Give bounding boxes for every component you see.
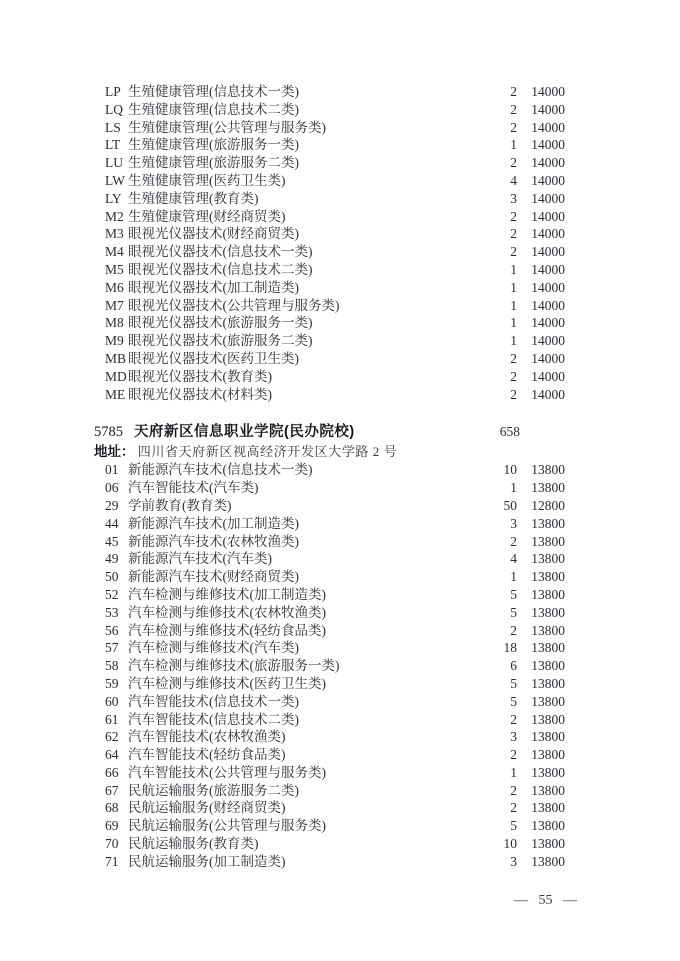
program-quantity: 1: [510, 137, 517, 153]
program-code: 53: [105, 604, 119, 620]
program-row: [0, 332, 680, 350]
program-name: 汽车智能技术(公共管理与服务类): [128, 764, 326, 780]
program-row: [0, 461, 680, 479]
program-row: [0, 297, 680, 315]
program-fee: 14000: [531, 84, 565, 99]
program-fee: 14000: [531, 208, 565, 224]
program-name: 生殖健康管理(公共管理与服务类): [128, 119, 326, 135]
program-code: 71: [105, 853, 119, 869]
program-code: 66: [105, 764, 119, 780]
program-code: 44: [105, 515, 119, 531]
program-row: [0, 799, 680, 817]
program-code: M2: [105, 208, 124, 224]
program-fee: 14000: [531, 119, 565, 135]
program-quantity: 4: [510, 551, 517, 567]
program-fee: 14000: [531, 333, 565, 349]
program-quantity: 4: [510, 172, 517, 188]
program-fee: 14000: [531, 386, 565, 402]
program-fee: 13800: [531, 853, 565, 869]
program-name: 眼视光仪器技术(旅游服务二类): [128, 333, 313, 349]
program-quantity: 2: [510, 119, 517, 135]
program-fee: 13800: [531, 764, 565, 780]
program-name: 汽车智能技术(汽车类): [128, 480, 259, 496]
program-row: [0, 225, 680, 243]
program-quantity: 2: [510, 533, 517, 549]
program-name: 汽车检测与维修技术(医药卫生类): [128, 675, 326, 691]
program-code: ME: [105, 386, 126, 402]
program-quantity: 1: [510, 279, 517, 295]
program-row: [0, 497, 680, 515]
program-fee: 14000: [531, 368, 565, 384]
program-code: 06: [105, 480, 119, 496]
program-code: M5: [105, 261, 124, 277]
program-row: [0, 835, 680, 853]
program-quantity: 10: [503, 836, 517, 852]
program-code: LY: [105, 190, 122, 206]
address-text: 四川省天府新区视高经济开发区大学路 2 号: [137, 444, 398, 460]
program-quantity: 1: [510, 261, 517, 277]
program-name: 生殖健康管理(旅游服务二类): [128, 155, 299, 171]
program-fee: 13800: [531, 586, 565, 602]
program-quantity: 2: [510, 622, 517, 638]
program-fee: 13800: [531, 693, 565, 709]
program-name: 眼视光仪器技术(材料类): [128, 386, 272, 402]
program-name: 眼视光仪器技术(教育类): [128, 368, 272, 384]
program-code: M4: [105, 244, 124, 260]
program-quantity: 2: [510, 711, 517, 727]
program-quantity: 18: [503, 640, 517, 656]
program-name: 汽车智能技术(信息技术一类): [128, 693, 299, 709]
program-row: [0, 515, 680, 533]
program-name: 汽车检测与维修技术(汽车类): [128, 640, 299, 656]
program-name: 学前教育(教育类): [128, 497, 232, 513]
program-row: [0, 817, 680, 835]
program-quantity: 2: [510, 226, 517, 242]
program-quantity: 5: [510, 604, 517, 620]
program-code: M9: [105, 333, 124, 349]
program-fee: 14000: [531, 350, 565, 366]
program-name: 眼视光仪器技术(旅游服务一类): [128, 315, 313, 331]
program-name: 汽车智能技术(农林牧渔类): [128, 729, 286, 745]
program-row: [0, 386, 680, 404]
program-fee: 13800: [531, 675, 565, 691]
program-code: 49: [105, 551, 119, 567]
program-row: [0, 782, 680, 800]
program-fee: 13800: [531, 711, 565, 727]
program-quantity: 5: [510, 586, 517, 602]
program-fee: 13800: [531, 782, 565, 798]
program-name: 新能源汽车技术(财经商贸类): [128, 569, 299, 585]
program-row: [0, 853, 680, 871]
program-row: [0, 368, 680, 386]
program-name: 眼视光仪器技术(公共管理与服务类): [128, 297, 340, 313]
program-fee: 14000: [531, 297, 565, 313]
program-code: M3: [105, 226, 124, 242]
program-row: [0, 586, 680, 604]
program-quantity: 5: [510, 693, 517, 709]
program-fee: 14000: [531, 315, 565, 331]
program-quantity: 2: [510, 747, 517, 763]
program-fee: 14000: [531, 190, 565, 206]
program-quantity: 2: [510, 155, 517, 171]
program-fee: 13800: [531, 533, 565, 549]
institution-name: 天府新区信息职业学院(民办院校): [134, 424, 355, 441]
program-name: 民航运输服务(旅游服务二类): [128, 782, 299, 798]
program-quantity: 3: [510, 729, 517, 745]
program-quantity: 2: [510, 386, 517, 402]
program-quantity: 3: [510, 515, 517, 531]
program-code: 67: [105, 782, 119, 798]
program-code: LS: [105, 119, 121, 135]
program-row: [0, 190, 680, 208]
program-name: 生殖健康管理(信息技术一类): [128, 84, 299, 99]
program-quantity: 1: [510, 569, 517, 585]
program-quantity: 2: [510, 350, 517, 366]
program-name: 民航运输服务(加工制造类): [128, 853, 286, 869]
program-quantity: 3: [510, 190, 517, 206]
institution-header: [0, 421, 680, 443]
program-quantity: 50: [503, 497, 517, 513]
program-fee: 14000: [531, 226, 565, 242]
program-name: 民航运输服务(财经商贸类): [128, 800, 286, 816]
program-row: [0, 604, 680, 622]
program-fee: 13800: [531, 622, 565, 638]
program-fee: 14000: [531, 101, 565, 117]
program-name: 眼视光仪器技术(财经商贸类): [128, 226, 299, 242]
program-name: 汽车智能技术(信息技术二类): [128, 711, 299, 727]
program-code: 68: [105, 800, 119, 816]
program-quantity: 6: [510, 658, 517, 674]
program-quantity: 5: [510, 818, 517, 834]
program-name: 新能源汽车技术(汽车类): [128, 551, 272, 567]
program-fee: 14000: [531, 279, 565, 295]
program-code: 57: [105, 640, 119, 656]
program-name: 新能源汽车技术(信息技术一类): [128, 462, 313, 478]
program-name: 生殖健康管理(教育类): [128, 190, 259, 206]
program-row: [0, 279, 680, 297]
program-fee: 14000: [531, 137, 565, 153]
program-row: [0, 622, 680, 640]
institution-section: [0, 83, 680, 403]
program-name: 眼视光仪器技术(加工制造类): [128, 279, 299, 295]
program-quantity: 2: [510, 800, 517, 816]
program-code: M7: [105, 297, 124, 313]
program-fee: 13800: [531, 569, 565, 585]
program-fee: 13800: [531, 462, 565, 478]
program-fee: 14000: [531, 172, 565, 188]
program-code: 52: [105, 586, 119, 602]
program-name: 眼视光仪器技术(医药卫生类): [128, 350, 299, 366]
program-code: 62: [105, 729, 119, 745]
program-name: 新能源汽车技术(农林牧渔类): [128, 533, 299, 549]
institution-address: [94, 443, 680, 461]
program-code: 60: [105, 693, 119, 709]
program-code: 58: [105, 658, 119, 674]
program-quantity: 1: [510, 333, 517, 349]
program-fee: 14000: [531, 155, 565, 171]
program-row: [0, 728, 680, 746]
program-row: [0, 693, 680, 711]
program-quantity: 3: [510, 853, 517, 869]
program-name: 民航运输服务(公共管理与服务类): [128, 818, 326, 834]
program-name: 汽车检测与维修技术(加工制造类): [128, 586, 326, 602]
program-row: [0, 568, 680, 586]
program-code: LU: [105, 155, 123, 171]
program-fee: 14000: [531, 244, 565, 260]
program-quantity: 1: [510, 480, 517, 496]
program-row: [0, 675, 680, 693]
program-code: 64: [105, 747, 119, 763]
program-name: 生殖健康管理(旅游服务一类): [128, 137, 299, 153]
institution-code: 5785: [94, 424, 123, 441]
program-row: [0, 101, 680, 119]
program-quantity: 2: [510, 368, 517, 384]
program-row: [0, 208, 680, 226]
program-row: [0, 350, 680, 368]
program-code: M6: [105, 279, 124, 295]
program-row: [0, 746, 680, 764]
institution-total-count: 658: [499, 424, 520, 440]
program-code: 70: [105, 836, 119, 852]
program-fee: 13800: [531, 515, 565, 531]
program-name: 汽车智能技术(轻纺食品类): [128, 747, 286, 763]
program-fee: 13800: [531, 800, 565, 816]
program-row: [0, 83, 680, 101]
program-row: [0, 764, 680, 782]
program-name: 生殖健康管理(财经商贸类): [128, 208, 286, 224]
institution-section: [0, 421, 680, 870]
program-name: 生殖健康管理(信息技术二类): [128, 101, 299, 117]
program-fee: 13800: [531, 551, 565, 567]
program-row: [0, 550, 680, 568]
program-name: 汽车检测与维修技术(农林牧渔类): [128, 604, 326, 620]
program-code: 01: [105, 462, 119, 478]
program-fee: 12800: [531, 497, 565, 513]
address-label: 地址：: [94, 444, 135, 460]
program-quantity: 1: [510, 764, 517, 780]
program-quantity: 2: [510, 244, 517, 260]
program-code: MD: [105, 368, 127, 384]
program-code: 29: [105, 497, 119, 513]
program-name: 新能源汽车技术(加工制造类): [128, 515, 299, 531]
program-row: [0, 657, 680, 675]
program-row: [0, 533, 680, 551]
program-name: 汽车检测与维修技术(轻纺食品类): [128, 622, 326, 638]
program-name: 生殖健康管理(医药卫生类): [128, 172, 286, 188]
program-fee: 13800: [531, 658, 565, 674]
program-row: [0, 711, 680, 729]
program-fee: 13800: [531, 747, 565, 763]
program-code: LT: [105, 137, 121, 153]
program-quantity: 1: [510, 315, 517, 331]
program-code: LP: [105, 84, 121, 99]
program-row: [0, 119, 680, 137]
program-code: 61: [105, 711, 119, 727]
program-row: [0, 243, 680, 261]
program-code: 59: [105, 675, 119, 691]
program-code: M8: [105, 315, 124, 331]
spacer: [355, 421, 500, 443]
program-fee: 13800: [531, 729, 565, 745]
program-name: 汽车检测与维修技术(旅游服务一类): [128, 658, 340, 674]
program-code: 56: [105, 622, 119, 638]
page-number: — 55 —: [514, 893, 577, 908]
program-fee: 13800: [531, 480, 565, 496]
program-row: [0, 314, 680, 332]
program-fee: 13800: [531, 818, 565, 834]
program-row: [0, 639, 680, 657]
program-fee: 13800: [531, 604, 565, 620]
program-code: 69: [105, 818, 119, 834]
program-code: 45: [105, 533, 119, 549]
program-code: LQ: [105, 101, 123, 117]
program-quantity: 2: [510, 84, 517, 99]
program-code: 50: [105, 569, 119, 585]
program-code: LW: [105, 172, 125, 188]
program-name: 民航运输服务(教育类): [128, 836, 259, 852]
program-row: [0, 261, 680, 279]
program-row: [0, 479, 680, 497]
program-quantity: 5: [510, 675, 517, 691]
program-fee: 13800: [531, 640, 565, 656]
program-quantity: 1: [510, 297, 517, 313]
program-code: MB: [105, 350, 127, 366]
program-name: 眼视光仪器技术(信息技术一类): [128, 244, 313, 260]
program-row: [0, 172, 680, 190]
program-quantity: 10: [503, 462, 517, 478]
program-quantity: 2: [510, 101, 517, 117]
program-fee: 14000: [531, 261, 565, 277]
program-row: [0, 154, 680, 172]
program-fee: 13800: [531, 836, 565, 852]
program-name: 眼视光仪器技术(信息技术二类): [128, 261, 313, 277]
program-quantity: 2: [510, 782, 517, 798]
program-quantity: 2: [510, 208, 517, 224]
program-row: [0, 136, 680, 154]
